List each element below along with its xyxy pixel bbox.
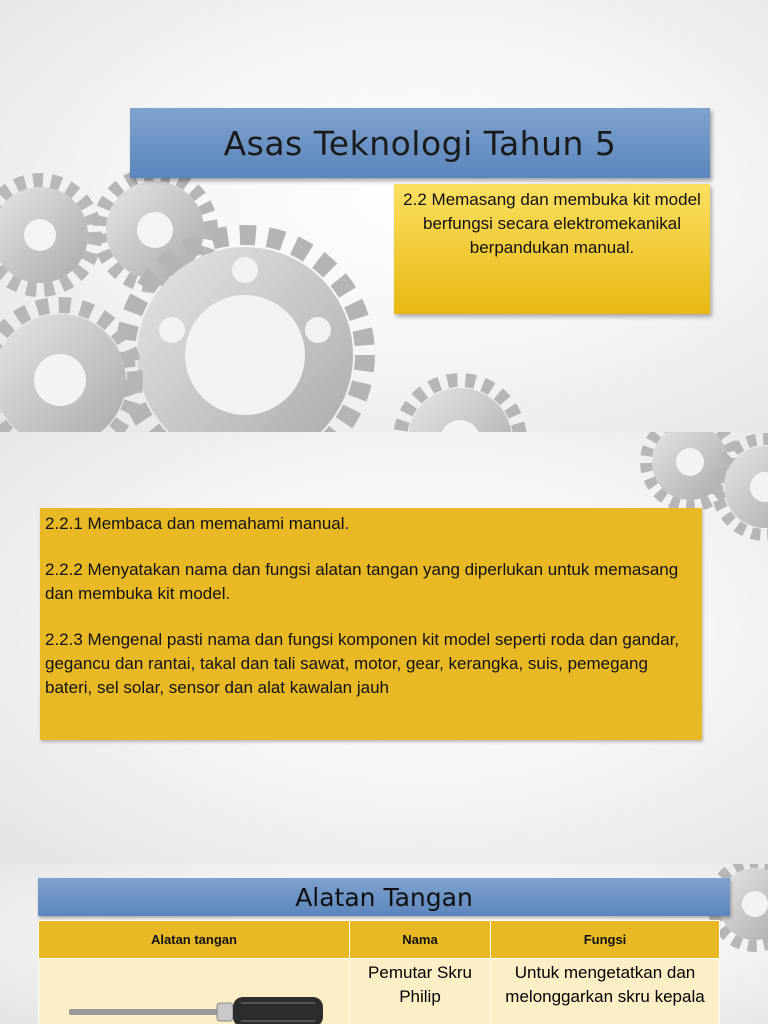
slide-title-bar	[130, 108, 710, 178]
gear-icon	[717, 439, 768, 535]
slide-tools	[0, 864, 768, 1024]
column-header: Fungsi	[491, 921, 720, 959]
tool-name: Pemutar Skru Philip	[350, 959, 491, 1024]
page-title: Asas Teknologi Tahun 5	[223, 123, 617, 163]
tools-table	[38, 920, 720, 1024]
gear-icon	[646, 432, 734, 506]
objective-item: 2.2.1 Membaca dan memahami manual.	[45, 514, 350, 533]
objective-item: 2.2.3 Mengenal pasti nama dan fungsi komponen kit model seperti roda dan gandar, gegancu dan rantai, takal dan tali sawat, motor, gear, kerangka, suis, pemegang bateri, sel solar, sensor dan alat kawalan jauh	[45, 630, 680, 697]
column-header: Nama	[350, 921, 491, 959]
screwdriver-icon	[69, 989, 329, 1024]
tool-function: Untuk mengetatkan dan melonggarkan skru kepala	[491, 959, 720, 1024]
subtitle-box	[394, 184, 710, 314]
gear-icon	[0, 180, 95, 290]
table-header-row	[39, 921, 720, 959]
tools-title-bar	[38, 878, 730, 916]
gear-icon	[400, 380, 520, 432]
tool-image-cell	[39, 959, 350, 1024]
slide-title	[0, 0, 768, 432]
gear-icon	[0, 305, 135, 432]
table-row	[39, 959, 720, 1024]
objectives-box	[40, 508, 702, 740]
subtitle-text: 2.2 Memasang dan membuka kit model berfungsi secara elektromekanikal berpandukan manual.	[403, 190, 701, 257]
objective-item: 2.2.2 Menyatakan nama dan fungsi alatan tangan yang diperlukan untuk memasang dan membuka kit model.	[45, 560, 679, 603]
tools-title: Alatan Tangan	[295, 882, 473, 912]
column-header: Alatan tangan	[39, 921, 350, 959]
slide-objectives	[0, 432, 768, 864]
